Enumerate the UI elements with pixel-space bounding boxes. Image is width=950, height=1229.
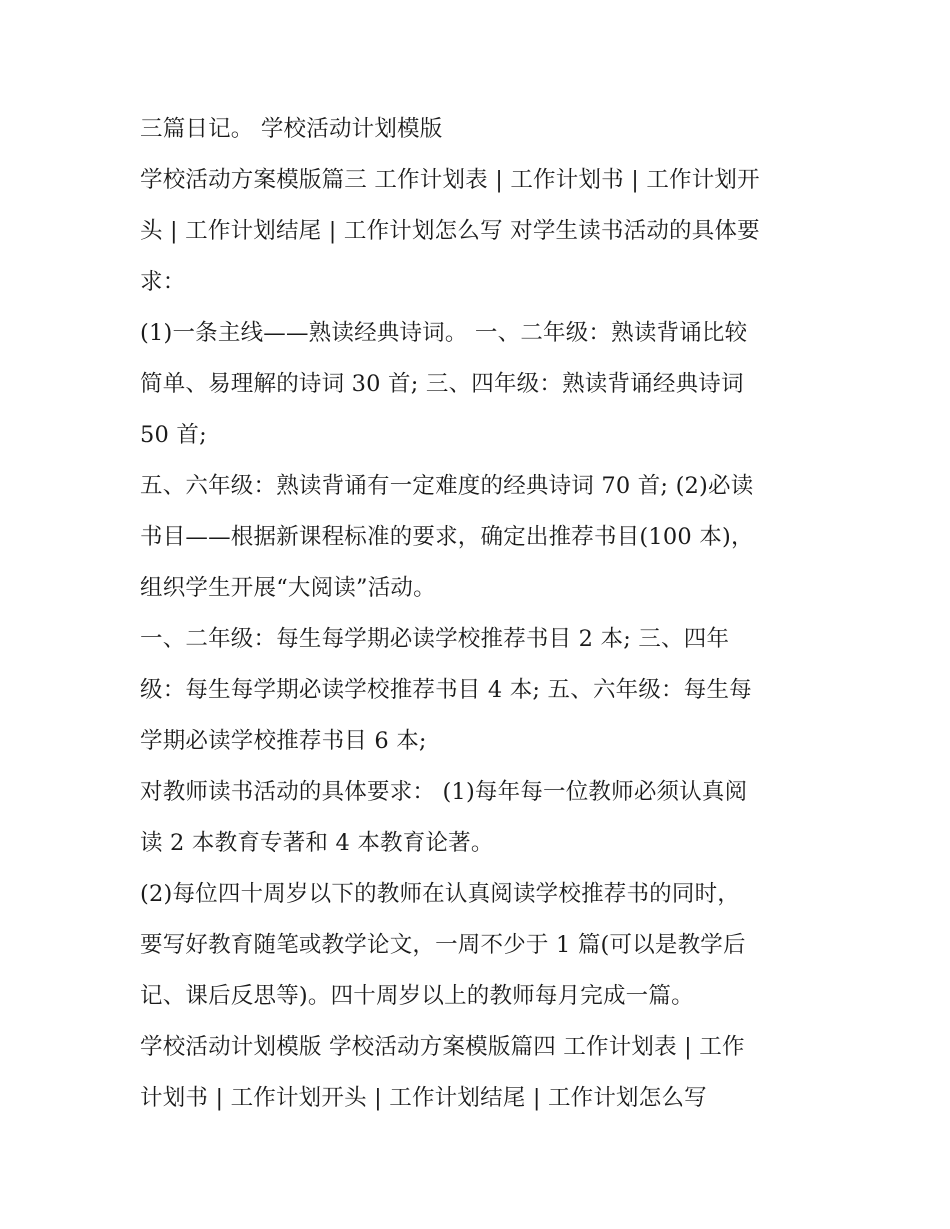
paragraph-8 [140, 1022, 820, 1124]
text-line: 一、二年级：每生每学期必读学校推荐书目 2 本; 三、四年 [140, 626, 730, 652]
paragraph-2 [140, 155, 820, 308]
text-line: 要写好教育随笔或教学论文，一周不少于 1 篇(可以是教学后 [140, 932, 746, 958]
text-line: 头 | 工作计划结尾 | 工作计划怎么写 对学生读书活动的具体要 [140, 218, 760, 244]
text-line: 求： [140, 269, 186, 295]
text-line: 对教师读书活动的具体要求： (1)每年每一位教师必须认真阅 [140, 779, 748, 805]
text-line: 50 首; [140, 422, 207, 448]
text-line: 三篇日记。 学校活动计划模版 [140, 116, 443, 142]
paragraph-7 [140, 869, 820, 1022]
text-line: 计划书 | 工作计划开头 | 工作计划结尾 | 工作计划怎么写 [140, 1085, 707, 1111]
paragraph-3 [140, 308, 820, 461]
text-line: (2)每位四十周岁以下的教师在认真阅读学校推荐书的同时， [140, 881, 740, 907]
text-line: 记、课后反思等)。四十周岁以上的教师每月完成一篇。 [140, 983, 694, 1009]
text-line: 读 2 本教育专著和 4 本教育论著。 [140, 830, 494, 856]
text-line: 五、六年级：熟读背诵有一定难度的经典诗词 70 首; (2)必读 [140, 473, 754, 499]
text-line: 简单、易理解的诗词 30 首; 三、四年级：熟读背诵经典诗词 [140, 371, 744, 397]
paragraph-6 [140, 767, 820, 869]
text-line: 学期必读学校推荐书目 6 本; [140, 728, 427, 754]
paragraph-1 [140, 104, 820, 155]
text-line: 书目——根据新课程标准的要求，确定出推荐书目(100 本)， [140, 524, 754, 550]
text-line: 组织学生开展“大阅读”活动。 [140, 575, 436, 601]
text-line: 学校活动计划模版 学校活动方案模版篇四 工作计划表 | 工作 [140, 1034, 745, 1060]
document-body [140, 104, 820, 1124]
paragraph-5 [140, 614, 820, 767]
text-line: (1)一条主线——熟读经典诗词。 一、二年级：熟读背诵比较 [140, 320, 748, 346]
text-line: 级：每生每学期必读学校推荐书目 4 本; 五、六年级：每生每 [140, 677, 752, 703]
text-line: 学校活动方案模版篇三 工作计划表 | 工作计划书 | 工作计划开 [140, 167, 760, 193]
paragraph-4 [140, 461, 820, 614]
